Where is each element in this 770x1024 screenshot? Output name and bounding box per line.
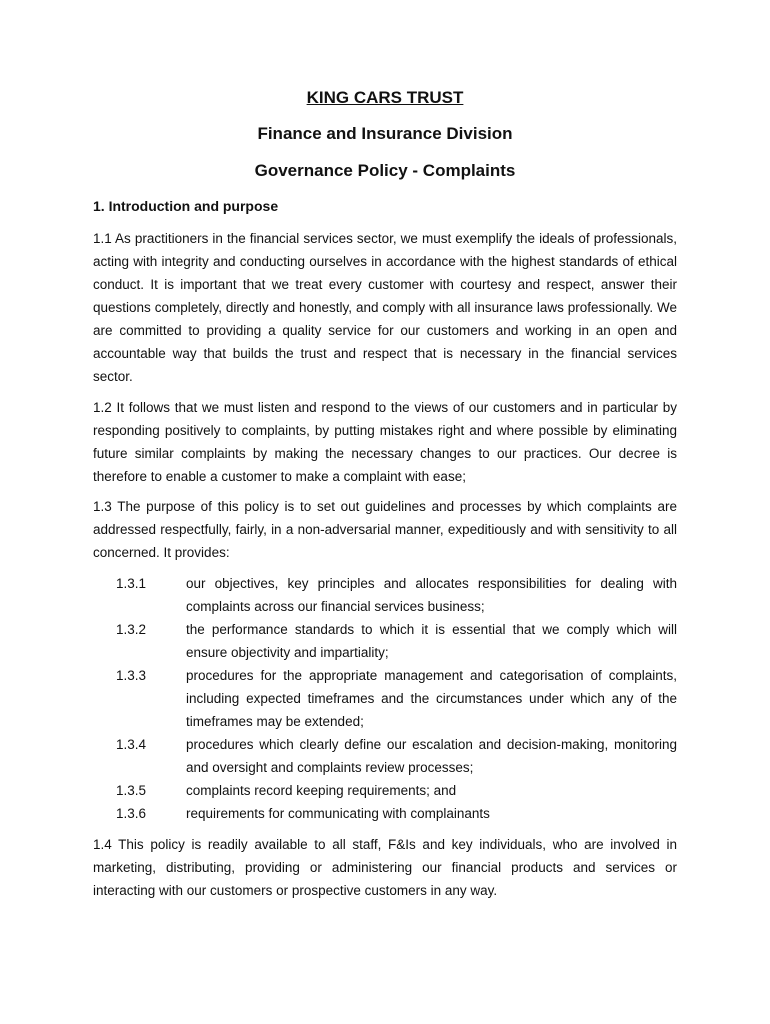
list-item-text: requirements for communicating with complainants [186, 806, 490, 821]
paragraph-1-2: 1.2 It follows that we must listen and respond to the views of our customers and in particular by responding positively to complaints, by putting mistakes right and where possible by eliminating future similar complaints by making the necessary changes to our practices. Our decree is therefore to enable a customer to make a complaint with ease; [93, 400, 677, 484]
section-heading: 1. Introduction and purpose [93, 198, 279, 214]
paragraph-1-3: 1.3 The purpose of this policy is to set out guidelines and processes by which complaints are addressed respectfully, fairly, in a non-adversarial manner, expeditiously and with sensitivity to all concerned. It provides: [93, 499, 677, 560]
list-item-number: 1.3.1 [116, 576, 147, 591]
list-item-text: complaints record keeping requirements; and [186, 783, 457, 798]
division-title: Finance and Insurance Division [257, 124, 513, 143]
paragraph-1-4: 1.4 This policy is readily available to all staff, F&Is and key individuals, who are involved in marketing, distributing, providing or administering our financial products and services or interacting with our customers or prospective customers in any way. [93, 837, 677, 898]
list-item-text: our objectives, key principles and allocates responsibilities for dealing with complaints across our financial services business; [186, 576, 677, 614]
list-item-text: procedures which clearly define our escalation and decision-making, monitoring and oversight and complaints review processes; [186, 737, 677, 775]
list-item-text: procedures for the appropriate management and categorisation of complaints, including expected timeframes and the circumstances under which any of the timeframes may be extended; [186, 668, 677, 729]
list-item-number: 1.3.3 [116, 668, 147, 683]
list-item-number: 1.3.6 [116, 806, 147, 821]
list-item-number: 1.3.2 [116, 622, 147, 637]
list-item-text: the performance standards to which it is essential that we comply which will ensure objectivity and impartiality; [186, 622, 677, 660]
list-item-number: 1.3.4 [116, 737, 147, 752]
policy-title: Governance Policy - Complaints [254, 161, 516, 180]
document-title: KING CARS TRUST [306, 88, 464, 107]
list-item-number: 1.3.5 [116, 783, 147, 798]
paragraph-1-1: 1.1 As practitioners in the financial services sector, we must exemplify the ideals of professionals, acting with integrity and conducting ourselves in accordance with the highest standards of ethical conduct. It is important that we treat every customer with courtesy and respect, answer their questions completely, directly and honestly, and comply with all insurance laws professionally. We are committed to providing a quality service for our customers and working in an open and accountable way that builds the trust and respect that is necessary in the financial services sector. [93, 231, 677, 384]
